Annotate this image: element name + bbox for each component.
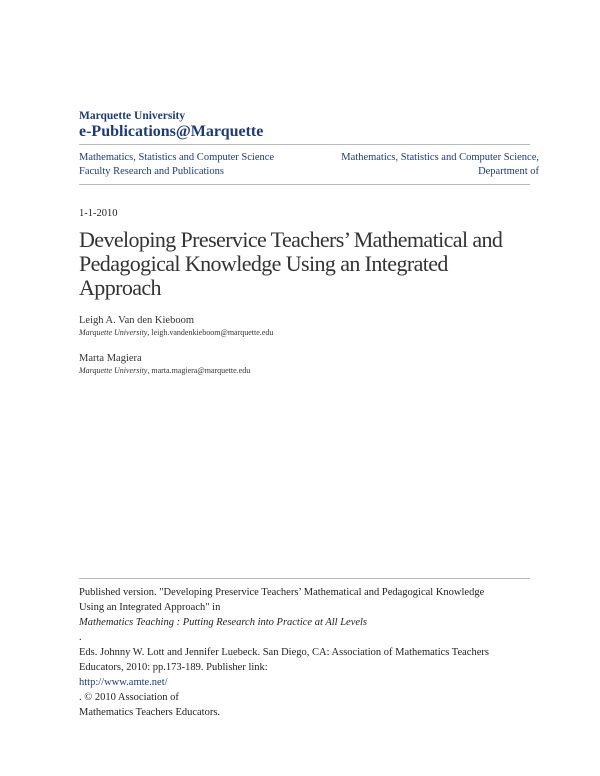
citation-divider: [79, 578, 530, 579]
citation-text: Educators, 2010: pp.173-189. Publisher link:: [79, 662, 268, 673]
author-name: Leigh A. Van den Kieboom: [79, 315, 194, 326]
author-email[interactable]: , leigh.vandenkieboom@marquette.edu: [147, 328, 274, 337]
citation-line2: [79, 600, 529, 645]
title-line1: Developing Preservice Teachers’ Mathematical and: [79, 227, 503, 252]
author-affiliation: [79, 366, 250, 376]
collection-left-line2: Faculty Research and Publications: [79, 166, 224, 177]
citation-line3: Eds. Johnny W. Lott and Jennifer Luebeck. San Diego, CA: Association of Mathematics Teachers: [79, 647, 489, 658]
collection-left-line1: Mathematics, Statistics and Computer Science: [79, 152, 275, 163]
citation-block: [79, 585, 529, 720]
citation-line5: Mathematics Teachers Educators.: [79, 707, 221, 718]
collection-faculty-link[interactable]: [79, 151, 319, 179]
publication-date: 1-1-2010: [79, 208, 118, 219]
title-line3: Approach: [79, 275, 161, 300]
citation-line1: Published version. "Developing Preservice Teachers’ Mathematical and Pedagogical Knowledge: [79, 587, 485, 598]
collection-right-line1: Mathematics, Statistics and Computer Science,: [341, 152, 539, 163]
citation-line4: [79, 660, 529, 705]
document-title: [79, 228, 539, 300]
citation-text: Using an Integrated Approach" in: [79, 602, 221, 613]
collection-department-link[interactable]: [299, 151, 539, 179]
collection-right-line2: Department of: [478, 166, 539, 177]
author-university: Marquette University: [79, 366, 148, 375]
university-name[interactable]: Marquette University: [79, 110, 186, 122]
author-name: Marta Magiera: [79, 353, 142, 364]
repository-name[interactable]: e-Publications@Marquette: [79, 123, 264, 140]
book-title: Mathematics Teaching : Putting Research into Practice at All Levels: [79, 617, 368, 628]
author-university: Marquette University: [79, 328, 148, 337]
citation-text: .: [79, 632, 82, 643]
collection-divider: [79, 184, 530, 185]
author-affiliation: [79, 328, 273, 338]
publisher-link[interactable]: http://www.amte.net/: [79, 677, 168, 688]
header-divider: [79, 144, 530, 145]
title-line2: Pedagogical Knowledge Using an Integrated: [79, 251, 448, 276]
author-email[interactable]: , marta.magiera@marquette.edu: [147, 366, 251, 375]
citation-text: . © 2010 Association of: [79, 692, 179, 703]
